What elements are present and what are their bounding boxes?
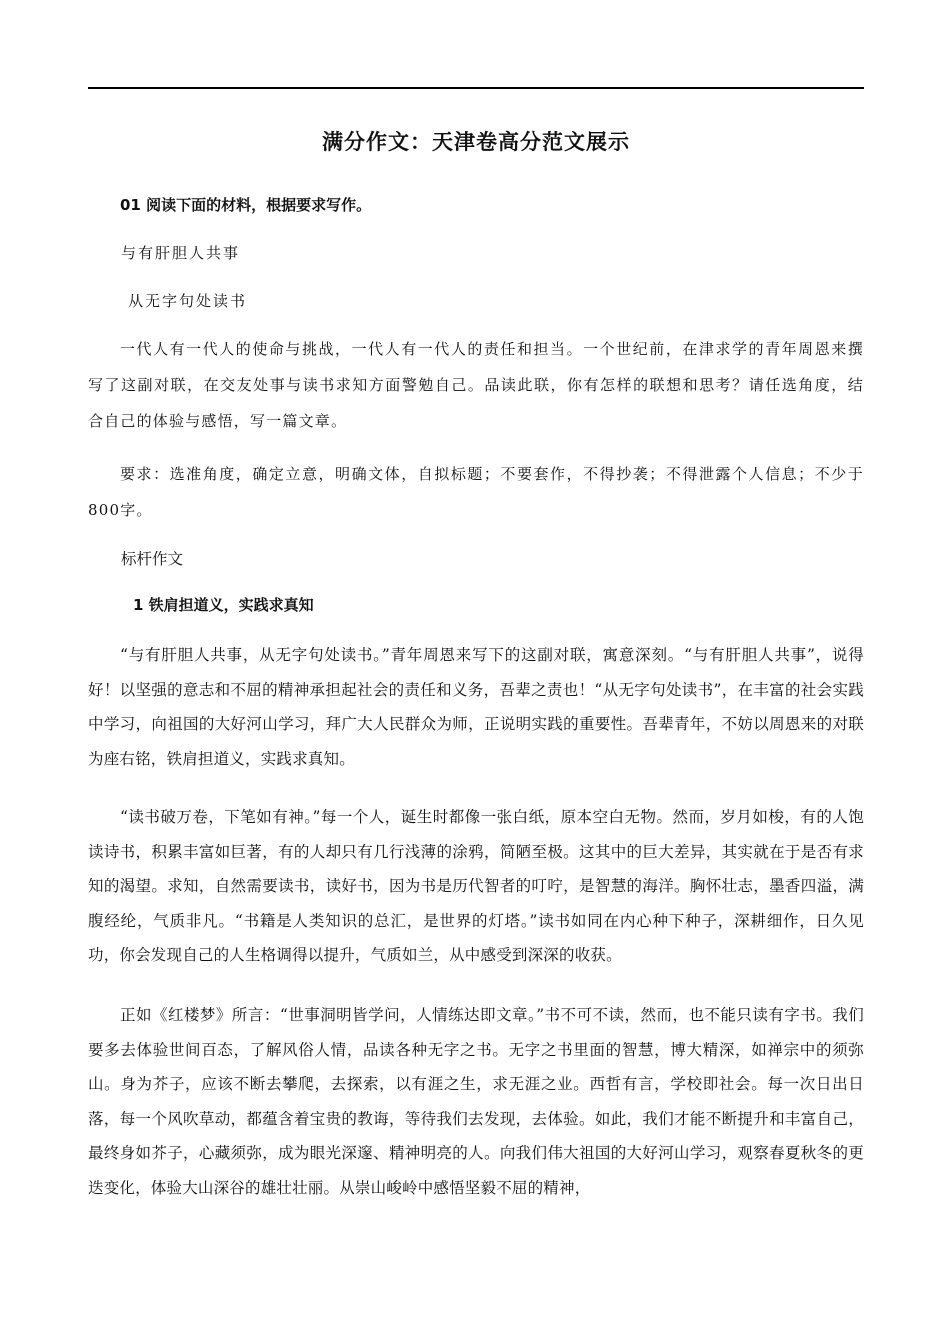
- section-heading: 01 阅读下面的材料，根据要求写作。: [120, 196, 372, 214]
- essay-paragraph: 正如《红楼梦》所言：“世事洞明皆学问，人情练达即文章。”书不可不读，然而，也不能只读有字书。我们要多去体验世间百态，了解风俗人情，品读各种无字之书。无字之书里面的智慧，博大精深，如禅宗中的须弥山。身为芥子，应该不断去攀爬，去探索，以有涯之生，求无涯之业。西哲有言，学校即社会。每一次日出日落，每一个风吹草动，都蕴含着宝贵的教诲，等待我们去发现，去体验。如此，我们才能不断提升和丰富自己，最终身如芥子，心藏须弥，成为眼光深邃、精神明亮的人。向我们伟大祖国的大好河山学习，观察春夏秋冬的更迭变化，体验大山深谷的雄壮壮丽。从崇山峻岭中感悟坚毅不屈的精神，: [88, 1006, 864, 1197]
- benchmark-label: 标杆作文: [121, 550, 184, 568]
- essay-paragraph: “读书破万卷，下笔如有神。”每一个人，诞生时都像一张白纸，原本空白无物。然而，岁月如梭，有的人饱读诗书，积累丰富如巨著，有的人却只有几行浅薄的涂鸦，简陋至极。这其中的巨大差异，其实就在于是否有求知的渴望。求知，自然需要读书，读好书，因为书是历代智者的叮咛，是智慧的海洋。胸怀壮志，墨香四溢，满腹经纶，气质非凡。“书籍是人类知识的总汇，是世界的灯塔。”读书如同在内心种下种子，深耕细作，日久见功，你会发现自己的人生格调得以提升，气质如兰，从中感受到深深的收获。: [88, 808, 864, 964]
- couplet-line-1: 与有肝胆人共事: [121, 244, 241, 262]
- requirements-paragraph: 要求：选准角度，确定立意，明确文体，自拟标题；不要套作，不得抄袭；不得泄露个人信息；不少于800字。: [88, 465, 864, 519]
- header-rule: [88, 87, 864, 89]
- couplet-line-2: 从无字句处读书: [128, 292, 248, 310]
- document-title: 满分作文：天津卷高分范文展示: [322, 130, 630, 154]
- essay-title: 1 铁肩担道义，实践求真知: [133, 596, 314, 614]
- essay-paragraph: “与有肝胆人共事，从无字句处读书。”青年周恩来写下的这副对联，寓意深刻。“与有肝胆人共事”，说得好！以坚强的意志和不屈的精神承担起社会的责任和义务，吾辈之责也！“从无字句处读书”，在丰富的社会实践中学习，向祖国的大好河山学习，拜广大人民群众为师，正说明实践的重要性。吾辈青年，不妨以周恩来的对联为座右铭，铁肩担道义，实践求真知。: [88, 646, 864, 768]
- prompt-paragraph: 一代人有一代人的使命与挑战，一代人有一代人的责任和担当。一个世纪前，在津求学的青年周恩来撰写了这副对联，在交友处事与读书求知方面警勉自己。品读此联，你有怎样的联想和思考？请任选角度，结合自己的体验与感悟，写一篇文章。: [88, 340, 864, 430]
